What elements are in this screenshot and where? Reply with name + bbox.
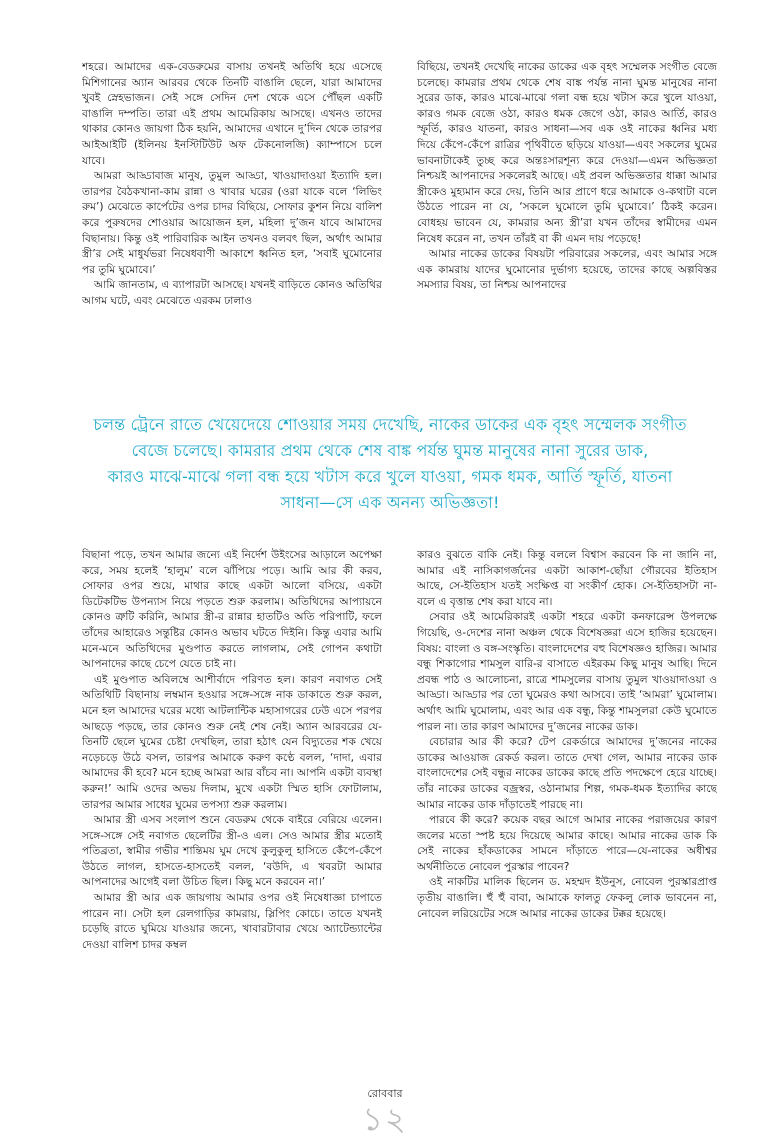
page-number: ১২ — [362, 1100, 408, 1138]
pull-quote-line: সাধনা—সে এক অনন্য অভিজ্ঞতা! — [280, 493, 500, 512]
column-bottom-right — [417, 548, 717, 1048]
paragraph: ওই নাকটির মালিক ছিলেন ড. মহম্মদ ইউনুস, নোবেল পুরস্কারপ্রাপ্ত তৃতীয় বাঙালি। হুঁ হুঁ বাবা, আমাকে ফালতু ফেকলু লোক ভাবনেন না, নোবেল লরিয়েটের সঙ্গে আমার নাকের ডাকের টক্কর হয়েছে। — [417, 876, 717, 920]
paragraph: কারও বুঝতে বাকি নেই। কিন্তু বললে বিশ্বাস করবেন কি না জানি না, আমার এই নাসিকাগর্জনের একটা আকাশ-ছোঁয়া গৌরবের ইতিহাস আছে, সে-ইতিহাস যতই সংক্ষিপ্ত বা সংকীর্ণ হোক। সে-ইতিহাসটা না-বলে এ বৃত্তান্ত শেষ করা যাবে না। — [417, 549, 717, 608]
column-top-right — [417, 60, 717, 388]
pull-quote-line: কারও মাঝে-মাঝে গলা বন্ধ হয়ে খটাস করে খুলে যাওয়া, গমক ধমক, আর্তি স্ফূর্তি, যাতনা — [107, 467, 673, 486]
paragraph: বিছানা পড়ে, তখন আমার জন্যে এই নির্দেশ উইংসের আড়ালে অপেক্ষা করে, সময় হলেই ‘হালুম’ বলে ঝাঁপিয়ে পড়ে। আমি আর কী করব, সোফার ওপর শুয়ে, মাথার কাছে একটা আলো বসিয়ে, একটা ডিটেকটিভ উপন্যাস নিয়ে পড়তে শুরু করলাম। অতিথিদের আপ্যায়নে কোনও ত্রুটি করিনি, আমার স্ত্রী-র রান্নার হাতটিও অতি পরিপাটি, ফলে তাঁদের আহারেও সন্তুষ্টির কোনও অভাব ঘটতে দিইনি। কিন্তু এবার আমি মনে-মনে অতিথিদের মুণ্ডপাত করতে লাগলাম, সেই গোপন কথাটা আপনাদের কাছে চেপে যেতে চাই না। — [82, 549, 382, 671]
paragraph: এই মুণ্ডপাত অবিলম্বে আশীর্বাদে পরিণত হল। কারণ নবাগত সেই অতিথিটি বিছানায় লম্বমান হওয়ার সঙ্গে-সঙ্গে নাক ডাকাতে শুরু করল, মনে হল আমাদের ঘরের মধ্যে আটলান্টিক মহাসাগরের ঢেউ এসে পরপর আছড়ে পড়ছে, তার কোনও শুরু নেই শেষ নেই। অ্যান আরবরের যে-তিনটি ছেলে ঘুমের চেষ্টা দেখছিল, তারা হঠাৎ যেন বিদ্যুতের শক খেয়ে নড়েচড়ে উঠে বসল, তারপর আমাকে করুণ কণ্ঠে বলল, ‘দাদা, এবার আমাদের কী হবে? মনে হচ্ছে আমরা আর বাঁচব না। আপনি একটা ব্যবস্থা করুন!’ আমি ওদের অভয় দিলাম, মুখে একটা স্মিত হাসি ফোটালাম, তারপর আমার সাধের ঘুমের তপস্যা শুরু করলাম। — [82, 673, 382, 811]
paragraph: পারবে কী করে? কয়েক বছর আগে আমার নাকের পরাজয়ের কারণ জলের মতো স্পষ্ট হয়ে দিয়েছে আমার কাছে। আমার নাকের ডাক কি সেই নাকের হাঁকডাকের সামনে দাঁড়াতে পারে—যে-নাকের অধীশ্বর অর্থনীতিতে নোবেল পুরস্কার পাবেন? — [417, 814, 717, 873]
magazine-name: রোববার — [367, 1087, 403, 1100]
pull-quote-line: চলন্ত ট্রেনে রাতে খেয়েদেয়ে শোওয়ার সময় দেখেছি, নাকের ডাকের এক বৃহৎ সম্মেলক সংগীত — [93, 415, 687, 434]
column-bottom-left — [82, 548, 382, 1048]
paragraph: শহরে। আমাদের এক-বেডরুমের বাসায় তখনই অতিথি হয়ে এসেছে মিশিগানের অ্যান আরবর থেকে তিনটি বাঙালি ছেলে, যারা আমাদের খুবই স্নেহভাজন। সেই সঙ্গে সেদিন দেশ থেকে এসে পৌঁছল একটি বাঙালি দম্পতি। তারা এই প্রথম আমেরিকায় আসছে। এখনও তাদের থাকার কোনও জায়গা ঠিক হয়নি, আমাদের এখানে দু’দিন থেকে তারপর আইআইটি (ইলিনয় ইনস্টিটিউট অফ টেকনোলজি) ক্যাম্পাসে চলে যাবে। — [82, 61, 382, 167]
paragraph: আমরা আড্ডাবাজ মানুষ, তুমুল আড্ডা, খাওয়াদাওয়া ইত্যাদি হল। তারপর বৈঠকখানা-কাম রান্না ও খাবার ঘরের (ওরা যাকে বলে ‘লিভিং রুম’) মেঝেতে কার্পেটের ওপর চাদর বিছিয়ে, সোফার কুশন নিয়ে বালিশ করে পুরুষদের শোওয়ার আয়োজন হল, মহিলা দু’জন যাবে আমাদের বিছানায়। কিন্তু ওই পারিবারিক আইন তখনও বলবৎ ছিল, অর্থাৎ আমার স্ত্রী’র সেই মাধুর্যভরা নিষেধবাণী আকাশে ধ্বনিত হল, ‘সবাই ঘুমোনোর পর তুমি ঘুমোবে।’ — [82, 170, 382, 276]
paragraph: বেচারার আর কী করে? টেপ রেকর্ডারে আমাদের দু’জনের নাকের ডাকের আওয়াজ রেকর্ড করল। তাতে দেখা গেল, আমার নাকের ডাক বাংলাদেশের সেই বন্ধুর নাকের ডাকের কাছে প্রতি পদক্ষেপে হেরে যাচ্ছে। তাঁর নাকের ডাকের বজ্রস্বর, ওঠানামার শিল্প, গমক-ধমক ইত্যাদির কাছে আমার নাকের ডাক দাঁড়াতেই পারছে না। — [417, 736, 717, 811]
paragraph: সেবার ওই আমেরিকারই একটা শহরে একটা কনফারেন্স উপলক্ষে গিয়েছি, ও-দেশের নানা অঞ্চল থেকে বিশেষজ্ঞরা এসে হাজির হয়েছেন। বিষয়: বাংলা ও বঙ্গ-সংস্কৃতি। বাংলাদেশের বহু বিশেষজ্ঞও হাজির। আমার বন্ধু শিকাগোর শামসুল বারি-র বাসাতে এইরকম কিছু মানুষ আছি। দিনে প্রবন্ধ পাঠ ও আলোচনা, রাত্রে শামসুলের বাসায় তুমুল খাওয়াদাওয়া ও আড্ডা। আড্ডার পর তো ঘুমেরও কথা আসবে। তাই ‘আমরা’ ঘুমোলাম। অর্থাৎ আমি ঘুমোলাম, এবং আর এক বন্ধু, কিন্তু শামসুলরা কেউ ঘুমোতে পারল না। তার কারণ আমাদের দু’জনের নাকের ডাক। — [417, 611, 717, 733]
pull-quote — [70, 412, 710, 516]
column-top-left — [82, 60, 382, 388]
paragraph: বিছিয়ে, তখনই দেখেছি নাকের ডাকের এক বৃহৎ সম্মেলক সংগীত বেজে চলেছে। কামরার প্রথম থেকে শেষ বাঙ্ক পর্যন্ত নানা ঘুমন্ত মানুষের নানা সুরের ডাক, কারও মাঝে-মাঝে গলা বন্ধ হয়ে খটাস করে খুলে যাওয়া, কারও গমক বেজে ওঠা, কারও ধমক জেগে ওঠা, কারও আর্তি, কারও স্ফূর্তি, কারও যাতনা, কারও সাধনা—সব এক ওই নাকের ধ্বনির মধ্য দিয়ে কেঁপে-কেঁপে রাত্রির পৃথিবীতে ছড়িয়ে যাওয়া—এবং সকলের ঘুমের ভাবনাটাকেই তুচ্ছ করে অন্তঃসারশূন্য করে দেওয়া—এমন অভিজ্ঞতা নিশ্চয়ই আপনাদের সকলেরই আছে। এই প্রবল অভিজ্ঞতার ধাক্কা আমার স্ত্রীকেও মুহ্যমান করে দেয়, তিনি আর প্রাণে ধরে আমাকে ও-কথাটা বলে উঠতে পারেন না যে, ‘সকলে ঘুমোলে তুমি ঘুমোবে।’ ঠিকই করেন। বোধহয় ভাবেন যে, কামরার অন্য স্ত্রী’রা যখন তাঁদের স্বামীদের এমন নিষেধ করেন না, তখন তাঁরই বা কী এমন দায় পড়েছে! — [417, 61, 717, 245]
paragraph: আমার নাকের ডাকের বিষয়টা পরিবারের সকলের, এবং আমার সঙ্গে এক কামরায় যাদের ঘুমোনোর দুর্ভাগ্য হয়েছে, তাদের কাছে অল্পবিস্তর সমস্যার বিষয়, তা নিশ্চয় আপনাদের — [417, 248, 717, 292]
paragraph: আমার স্ত্রী এসব সংলাপ শুনে বেডরুম থেকে বাইরে বেরিয়ে এলেন। সঙ্গে-সঙ্গে সেই নবাগত ছেলেটির স্ত্রী-ও এল। সেও আমার স্ত্রীর মতোই পতিব্রতা, স্বামীর গভীর শান্তিময় ঘুম দেখে কুলুকুলু হাসিতে কেঁপে-কেঁপে উঠতে লাগল, হাসতে-হাসতেই বলল, ‘বউদি, এ খবরটা আমার আপনাদের আগেই বলা উচিত ছিল। কিছু মনে করবেন না।’ — [82, 814, 382, 889]
paragraph: আমি জানতাম, এ ব্যাপারটা আসছে। যখনই বাড়িতে কোনও অতিথির আগম ঘটে, এবং মেঝেতে এরকম ঢালাও — [82, 279, 382, 307]
pull-quote-line: বেজে চলেছে। কামরার প্রথম থেকে শেষ বাঙ্ক পর্যন্ত ঘুমন্ত মানুষের নানা সুরের ডাক, — [131, 441, 649, 460]
paragraph: আমার স্ত্রী আর এক জায়গায় আমার ওপর ওই নিষেধাজ্ঞা চাপাতে পারেন না। সেটা হল রেলগাড়ির কামরায়, স্লিপিং কোচে। তাতে যখনই চড়েছি রাতে ঘুমিয়ে যাওয়ার জন্যে, খাবারটাবার খেয়ে অ্যাটেন্ড্যান্টের দেওয়া বালিশ চাদর কম্বল — [82, 892, 382, 951]
